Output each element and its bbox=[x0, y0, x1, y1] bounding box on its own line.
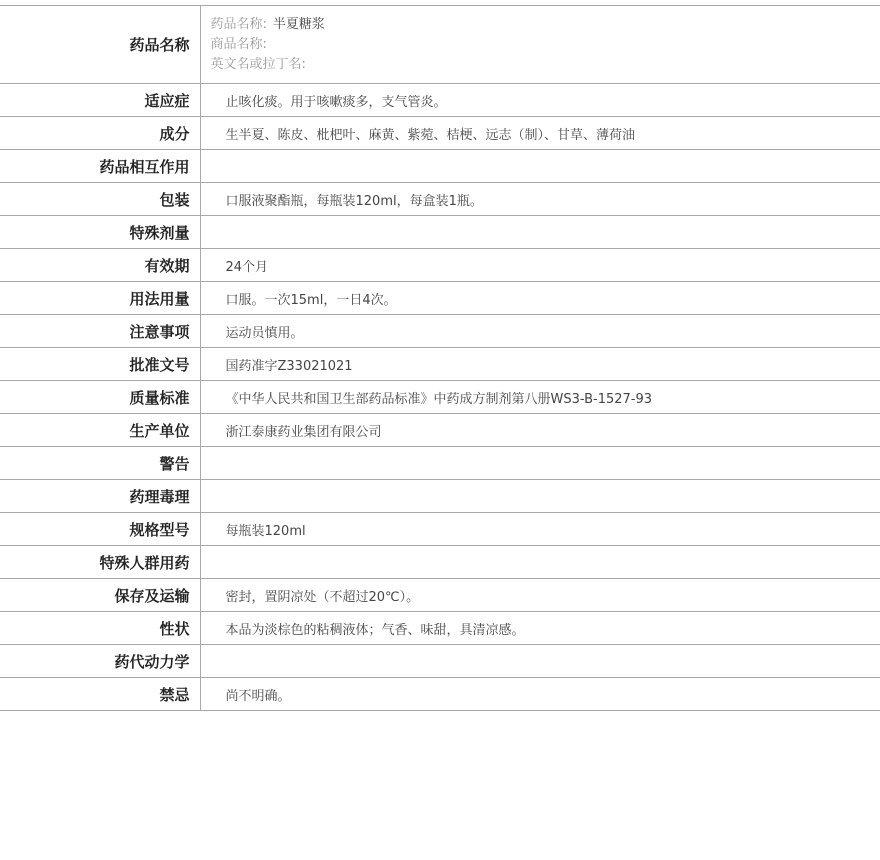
row-label: 药理毒理 bbox=[0, 480, 200, 513]
row-value bbox=[200, 216, 880, 249]
table-row-special-populations bbox=[0, 546, 880, 579]
drug-name-row bbox=[0, 6, 880, 84]
row-label: 注意事项 bbox=[0, 315, 200, 348]
row-label: 生产单位 bbox=[0, 414, 200, 447]
table-row-warning bbox=[0, 447, 880, 480]
row-label: 适应症 bbox=[0, 84, 200, 117]
table-row-storage bbox=[0, 579, 880, 612]
row-label: 成分 bbox=[0, 117, 200, 150]
generic-name-key: 药品名称: bbox=[210, 16, 267, 32]
row-value bbox=[200, 645, 880, 678]
row-value: 止咳化痰。用于咳嗽痰多，支气管炎。 bbox=[200, 84, 880, 117]
row-value bbox=[200, 447, 880, 480]
table-row-packaging bbox=[0, 183, 880, 216]
row-label: 质量标准 bbox=[0, 381, 200, 414]
row-value: 浙江泰康药业集团有限公司 bbox=[200, 414, 880, 447]
table-row-pharmacology bbox=[0, 480, 880, 513]
row-value: 《中华人民共和国卫生部药品标准》中药成方制剂第八册WS3-B-1527-93 bbox=[200, 381, 880, 414]
table-row-indications bbox=[0, 84, 880, 117]
drug-name-cell bbox=[200, 6, 880, 84]
drug-name-label: 药品名称 bbox=[0, 6, 200, 84]
table-row-precautions bbox=[0, 315, 880, 348]
row-label: 药代动力学 bbox=[0, 645, 200, 678]
row-value: 每瓶装120ml bbox=[200, 513, 880, 546]
row-label: 警告 bbox=[0, 447, 200, 480]
row-value bbox=[200, 150, 880, 183]
row-label: 有效期 bbox=[0, 249, 200, 282]
table-row-quality-standard bbox=[0, 381, 880, 414]
row-value: 国药准字Z33021021 bbox=[200, 348, 880, 381]
table-row-shelf-life bbox=[0, 249, 880, 282]
row-label: 规格型号 bbox=[0, 513, 200, 546]
row-label: 用法用量 bbox=[0, 282, 200, 315]
row-value: 尚不明确。 bbox=[200, 678, 880, 711]
row-value bbox=[200, 546, 880, 579]
table-row-description bbox=[0, 612, 880, 645]
row-value: 运动员慎用。 bbox=[200, 315, 880, 348]
row-label: 特殊剂量 bbox=[0, 216, 200, 249]
row-value: 24个月 bbox=[200, 249, 880, 282]
table-row-approval-number bbox=[0, 348, 880, 381]
trade-name-key: 商品名称: bbox=[210, 36, 267, 52]
generic-name-line bbox=[211, 15, 880, 35]
row-label: 禁忌 bbox=[0, 678, 200, 711]
row-label: 药品相互作用 bbox=[0, 150, 200, 183]
row-value: 本品为淡棕色的粘稠液体；气香、味甜，具清凉感。 bbox=[200, 612, 880, 645]
trade-name-line bbox=[211, 35, 880, 55]
row-value: 密封，置阴凉处（不超过20℃）。 bbox=[200, 579, 880, 612]
row-value: 口服液聚酯瓶，每瓶装120ml，每盒装1瓶。 bbox=[200, 183, 880, 216]
table-row-pharmacokinetics bbox=[0, 645, 880, 678]
row-value: 生半夏、陈皮、枇杷叶、麻黄、紫菀、桔梗、远志（制）、甘草、薄荷油 bbox=[200, 117, 880, 150]
row-label: 性状 bbox=[0, 612, 200, 645]
table-row-interactions bbox=[0, 150, 880, 183]
row-value bbox=[200, 480, 880, 513]
drug-info-sheet bbox=[0, 5, 880, 711]
table-row-specification bbox=[0, 513, 880, 546]
latin-name-line bbox=[211, 55, 880, 75]
row-label: 特殊人群用药 bbox=[0, 546, 200, 579]
row-label: 批准文号 bbox=[0, 348, 200, 381]
generic-name-value: 半夏糖浆 bbox=[272, 16, 325, 32]
drug-info-table bbox=[0, 5, 880, 711]
table-row-special-dosage bbox=[0, 216, 880, 249]
table-row-dosage bbox=[0, 282, 880, 315]
table-row-manufacturer bbox=[0, 414, 880, 447]
latin-name-key: 英文名或拉丁名: bbox=[210, 56, 306, 72]
table-row-ingredients bbox=[0, 117, 880, 150]
row-value: 口服。一次15ml，一日4次。 bbox=[200, 282, 880, 315]
row-label: 包装 bbox=[0, 183, 200, 216]
row-label: 保存及运输 bbox=[0, 579, 200, 612]
table-row-contraindications bbox=[0, 678, 880, 711]
